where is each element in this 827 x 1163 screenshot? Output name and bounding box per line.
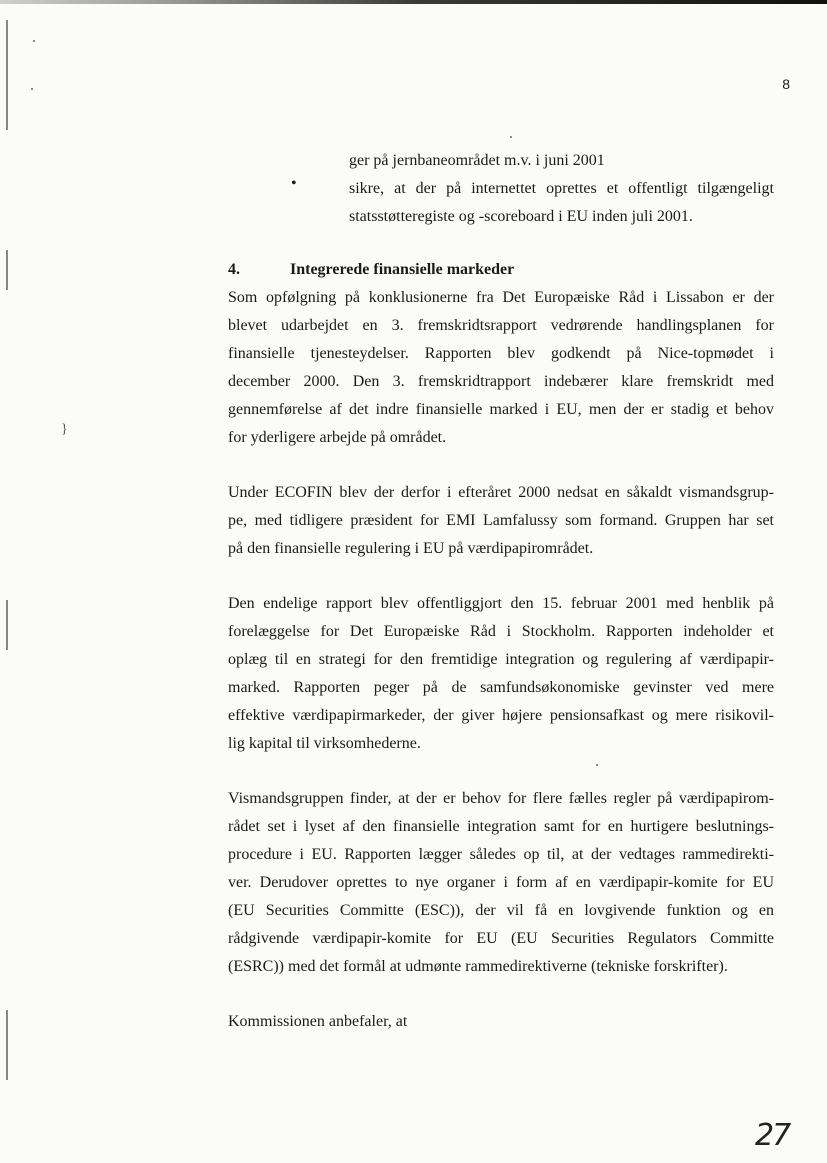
- handwritten-page-number: 27: [755, 1118, 790, 1153]
- paragraph-line: Under ECOFIN blev der derfor i efteråret 2000 nedsat en såkaldt vismandsgrup-: [228, 484, 774, 501]
- paragraph-line: Kommissionen anbefaler, at: [228, 1013, 408, 1030]
- list-item: [228, 175, 774, 231]
- scan-speck: [510, 136, 512, 138]
- paragraph-line: forelæggelse for Det Europæiske Råd i Stockholm. Rapporten indeholder et: [228, 623, 774, 640]
- paragraph-line: oplæg til en strategi for den fremtidige integration og regulering af værdipapir-: [228, 651, 774, 668]
- left-edge-mark: [6, 600, 8, 650]
- paragraph-line: Som opfølgning på konklusionerne fra Det Europæiske Råd i Lissabon er der: [228, 289, 774, 306]
- paragraph-line: for yderligere arbejde på området.: [228, 429, 447, 446]
- paragraph-line: pe, med tidligere præsident for EMI Lamfalussy som formand. Gruppen har set: [228, 512, 774, 529]
- paragraph-line: Den endelige rapport blev offentliggjort den 15. februar 2001 med henblik på: [228, 595, 774, 612]
- paragraph-line: på den finansielle regulering i EU på værdipapirområdet.: [228, 540, 594, 557]
- section-number: 4.: [228, 261, 240, 278]
- left-edge-mark: [6, 20, 8, 130]
- paragraph-line: lig kapital til virksomhederne.: [228, 735, 421, 752]
- scan-speck: [33, 40, 35, 42]
- paragraph-line: Vismandsgruppen finder, at der er behov for flere fælles regler på værdipapirom-: [228, 790, 774, 807]
- paragraph-line: gennemførelse af det indre finansielle marked i EU, men der er stadig et behov: [228, 401, 774, 418]
- list-item-line: sikre, at der på internettet oprettes et offentligt tilgængeligt: [349, 180, 774, 197]
- document-body: [228, 147, 774, 1036]
- top-scan-rule: [0, 0, 827, 4]
- list-item-line: statsstøtteregiste og -scoreboard i EU inden juli 2001.: [349, 208, 693, 225]
- paragraph-line: (EU Securities Committe (ESC)), der vil få en lovgivende funktion og en: [228, 902, 774, 919]
- left-edge-mark: [6, 250, 8, 290]
- section-heading: [228, 256, 774, 284]
- page-number: 8: [782, 76, 790, 92]
- paragraph-line: (ESRC)) med det formål at udmønte rammedirektiverne (tekniske forskrifter).: [228, 958, 728, 975]
- paragraph-line: blevet udarbejdet en 3. fremskridtsrapport vedrørende handlingsplanen for: [228, 317, 774, 334]
- paragraph-line: effektive værdipapirmarkeder, der giver højere pensionsafkast og mere risikovil-: [228, 707, 774, 724]
- paragraph-line: finansielle tjenesteydelser. Rapporten blev godkendt på Nice-topmødet i: [228, 345, 774, 362]
- paragraph: [228, 284, 774, 452]
- scan-speck: [31, 88, 33, 90]
- paragraph-line: december 2000. Den 3. fremskridtrapport indebærer klare fremskridt med: [228, 373, 774, 390]
- paragraph: [228, 479, 774, 563]
- margin-bracket-mark: }: [61, 422, 68, 437]
- list-continuation-line: ger på jernbaneområdet m.v. i juni 2001: [349, 152, 605, 169]
- paragraph-line: ver. Derudover oprettes to nye organer i form af en værdipapir-komite for EU: [228, 874, 774, 891]
- paragraph: [228, 785, 774, 981]
- paragraph: [228, 1008, 774, 1036]
- bullet-marker: •: [291, 175, 297, 192]
- paragraph-line: rådgivende værdipapir-komite for EU (EU Securities Regulators Committe: [228, 930, 774, 947]
- section-title: Integrerede finansielle markeder: [290, 261, 515, 278]
- paragraph-line: marked. Rapporten peger på de samfundsøkonomiske gevinster ved mere: [228, 679, 774, 696]
- paragraph-line: procedure i EU. Rapporten lægger således op til, at der vedtages rammedirekti-: [228, 846, 774, 863]
- paragraph-line: rådet set i lyset af den finansielle integration samt for en hurtigere beslutnings-: [228, 818, 774, 835]
- left-edge-mark: [6, 1010, 8, 1080]
- paragraph: [228, 590, 774, 758]
